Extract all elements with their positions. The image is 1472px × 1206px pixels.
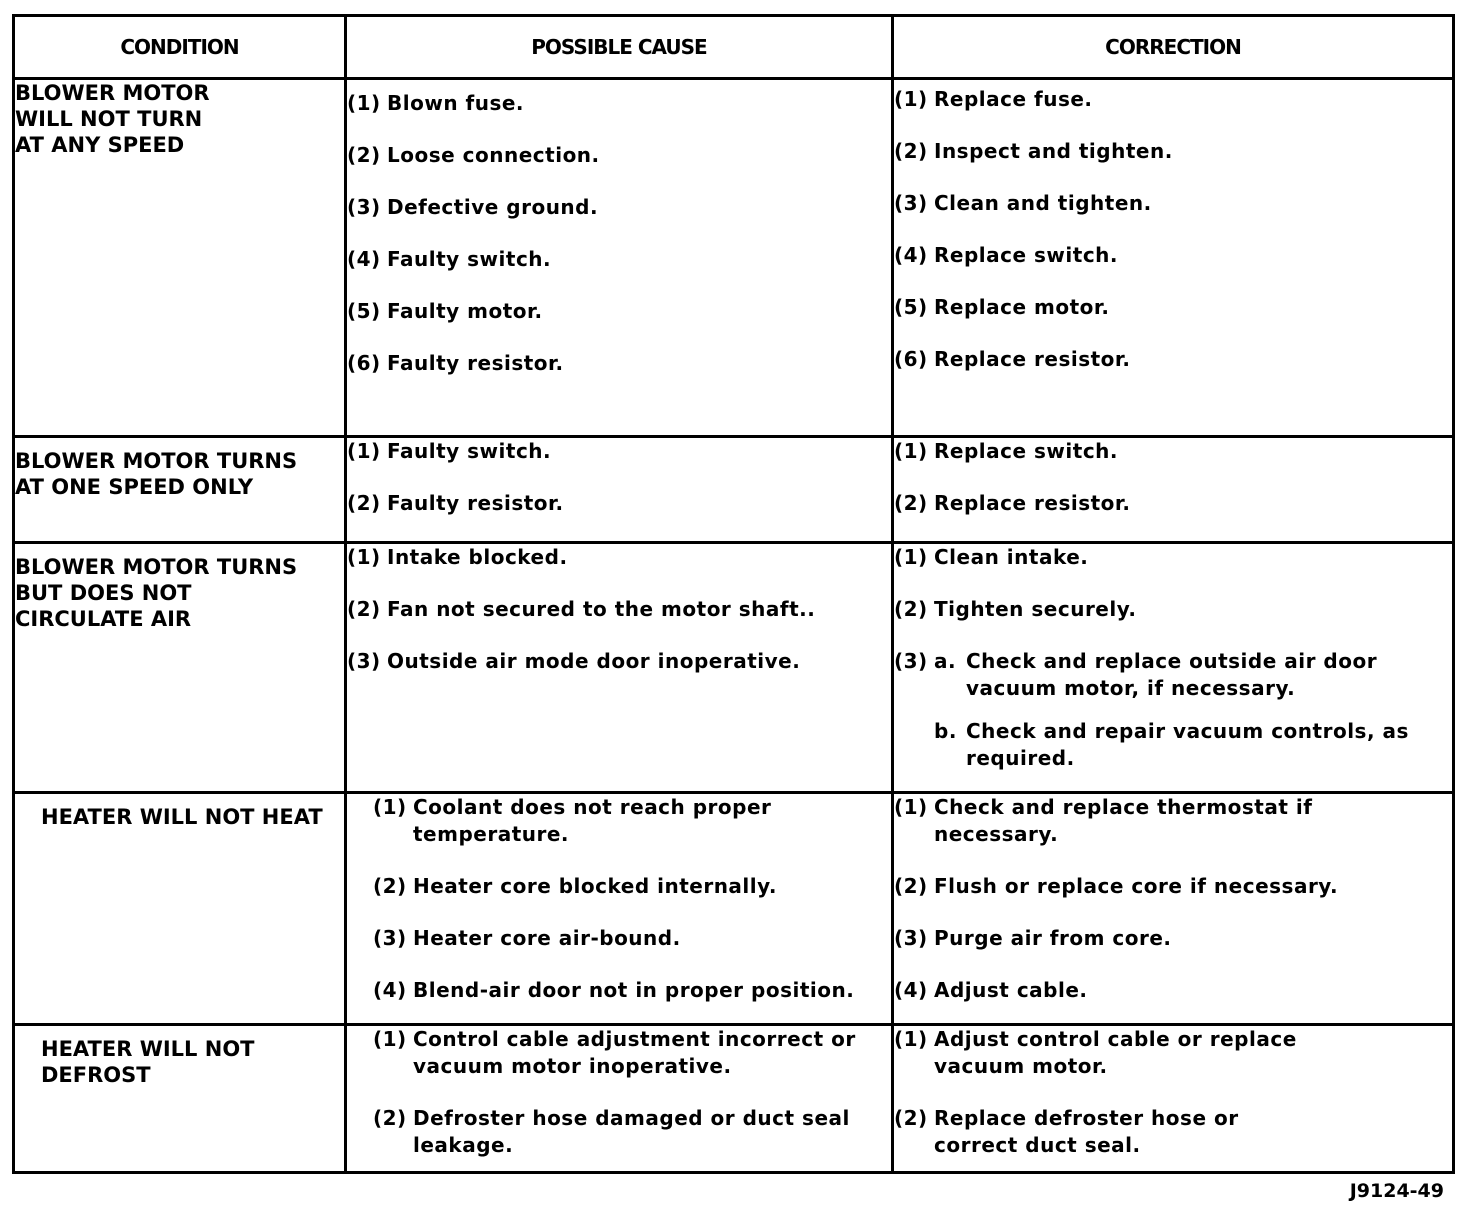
table-row — [14, 1025, 1454, 1173]
list-item: (5) Replace motor. — [894, 295, 1110, 319]
list-item: (1) Control cable adjustment incorrect or vacuum motor inoperative. — [373, 1027, 856, 1078]
sub-item-b: b. Check and repair vacuum controls, as required. — [934, 719, 1409, 770]
cause-cell — [346, 437, 893, 543]
list-item: (1) Intake blocked. — [347, 545, 568, 569]
table-row — [14, 437, 1454, 543]
list-item: (2) Tighten securely. — [894, 597, 1137, 621]
table-row — [14, 793, 1454, 1025]
list-item: (3) Outside air mode door inoperative. — [347, 649, 801, 673]
header-correction: CORRECTION — [893, 16, 1454, 79]
condition-text: BLOWER MOTOR TURNS BUT DOES NOT CIRCULATE AIR — [15, 555, 298, 631]
diagnosis-table — [12, 14, 1455, 1174]
list-item: (1) Faulty switch. — [347, 439, 552, 463]
list-item: (1) Replace fuse. — [894, 87, 1093, 111]
condition-cell — [14, 1025, 346, 1173]
table-row — [14, 79, 1454, 437]
list-item: (2) Fan not secured to the motor shaft.. — [347, 597, 816, 621]
list-item: (2) Heater core blocked internally. — [373, 874, 777, 898]
list-item: (6) Replace resistor. — [894, 347, 1131, 371]
list-item: (2) Flush or replace core if necessary. — [894, 874, 1339, 898]
figure-id: J9124-49 — [1349, 1180, 1444, 1202]
list-item: (4) Replace switch. — [894, 243, 1119, 267]
header-row — [14, 16, 1454, 79]
sub-item-a: a. Check and replace outside air door vacuum motor, if necessary. — [934, 649, 1378, 700]
cause-cell — [346, 543, 893, 793]
list-item: (1) Clean intake. — [894, 545, 1089, 569]
list-item: (3) a. Check and replace outside air door vacuum motor, if necessary. b. Check and repair vacuum controls, as required. — [894, 648, 1452, 772]
correction-cell — [893, 543, 1454, 793]
cause-cell — [346, 79, 893, 437]
list-item: (3) Purge air from core. — [894, 926, 1172, 950]
list-item: (5) Faulty motor. — [347, 299, 543, 323]
list-item: (1) Adjust control cable or replace vacuum motor. — [894, 1027, 1297, 1078]
list-item: (3) Defective ground. — [347, 195, 599, 219]
list-item: (3) Clean and tighten. — [894, 191, 1152, 215]
list-item: (2) Replace defroster hose or correct duct seal. — [894, 1106, 1239, 1157]
list-item: (1) Coolant does not reach proper temperature. — [373, 795, 772, 846]
list-item: (4) Faulty switch. — [347, 247, 552, 271]
correction-cell — [893, 79, 1454, 437]
header-condition: CONDITION — [14, 16, 346, 79]
list-item: (4) Blend-air door not in proper position. — [373, 978, 855, 1002]
list-item: (1) Check and replace thermostat if necessary. — [894, 795, 1313, 846]
correction-cell — [893, 1025, 1454, 1173]
list-item: (2) Defroster hose damaged or duct seal leakage. — [373, 1106, 850, 1157]
list-item: (1) Blown fuse. — [347, 91, 525, 115]
table-row — [14, 543, 1454, 793]
condition-text: HEATER WILL NOT DEFROST — [41, 1037, 255, 1087]
condition-cell — [14, 437, 346, 543]
correction-cell — [893, 437, 1454, 543]
list-item: (2) Loose connection. — [347, 143, 600, 167]
list-item: (6) Faulty resistor. — [347, 351, 564, 375]
condition-text: BLOWER MOTOR WILL NOT TURN AT ANY SPEED — [15, 81, 210, 157]
condition-cell — [14, 543, 346, 793]
list-item: (2) Replace resistor. — [894, 491, 1131, 515]
list-item: (4) Adjust cable. — [894, 978, 1088, 1002]
list-item: (3) Heater core air-bound. — [373, 926, 681, 950]
condition-cell — [14, 79, 346, 437]
correction-cell — [893, 793, 1454, 1025]
list-item: (1) Replace switch. — [894, 439, 1119, 463]
list-item: (2) Inspect and tighten. — [894, 139, 1173, 163]
condition-text: HEATER WILL NOT HEAT — [41, 805, 323, 829]
cause-cell — [346, 1025, 893, 1173]
list-item: (2) Faulty resistor. — [347, 491, 564, 515]
condition-cell — [14, 793, 346, 1025]
condition-text: BLOWER MOTOR TURNS AT ONE SPEED ONLY — [15, 449, 298, 499]
cause-cell — [346, 793, 893, 1025]
header-possible-cause: POSSIBLE CAUSE — [346, 16, 893, 79]
